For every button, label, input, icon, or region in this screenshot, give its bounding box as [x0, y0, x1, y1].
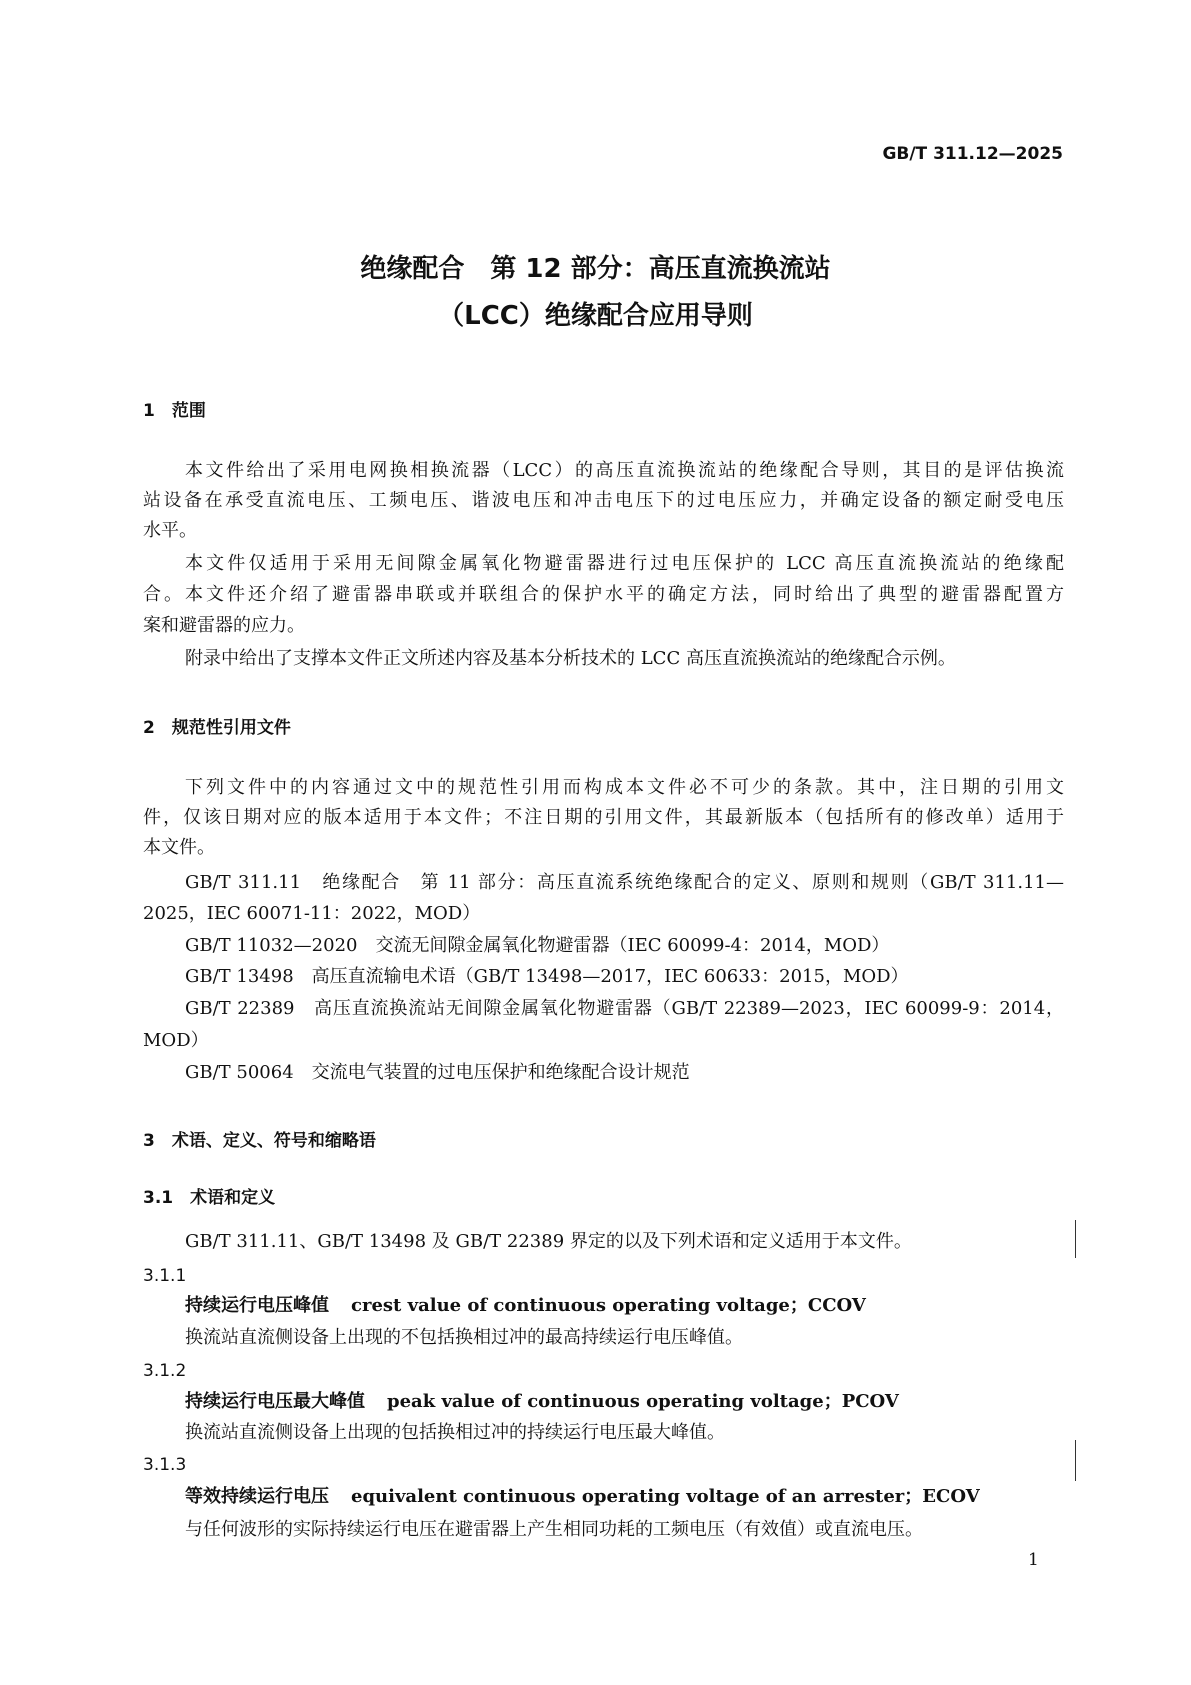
paragraph-line: 案和避雷器的应力。: [143, 615, 305, 636]
page-title-line2: （LCC）绝缘配合应用导则: [438, 301, 753, 331]
term-definition: 换流站直流侧设备上出现的不包括换相过冲的最高持续运行电压峰值。: [185, 1327, 743, 1348]
reference-item: MOD）: [143, 1030, 209, 1051]
section-1-heading: 1 范围: [143, 401, 206, 421]
term-title: [185, 1486, 980, 1508]
reference-item: GB/T 11032—2020 交流无间隙金属氧化物避雷器（IEC 60099-4：2014，MOD）: [185, 935, 890, 956]
term-zh: 等效持续运行电压: [185, 1486, 329, 1507]
document-number: GB/T 311.12—2025: [882, 144, 1063, 164]
term-en: equivalent continuous operating voltage of an arrester；ECOV: [351, 1486, 980, 1507]
term-en: peak value of continuous operating voltage；PCOV: [387, 1391, 899, 1412]
paragraph-line: 件，仅该日期对应的版本适用于本文件；不注日期的引用文件，其最新版本（包括所有的修改单）适用于: [143, 807, 1064, 828]
reference-item: GB/T 311.11 绝缘配合 第 11 部分：高压直流系统绝缘配合的定义、原则和规则（GB/T 311.11—: [185, 872, 1064, 893]
term-title: [185, 1295, 866, 1317]
term-zh: 持续运行电压最大峰值: [185, 1391, 365, 1412]
term-number: 3.1.1: [143, 1266, 187, 1286]
page-number: 1: [1028, 1550, 1039, 1570]
term-en: crest value of continuous operating voltage；CCOV: [351, 1295, 866, 1316]
term-definition: 与任何波形的实际持续运行电压在避雷器上产生相同功耗的工频电压（有效值）或直流电压。: [185, 1519, 923, 1540]
section-3-1-heading: 3.1 术语和定义: [143, 1188, 276, 1208]
term-title: [185, 1391, 899, 1413]
paragraph-line: 合。本文件还介绍了避雷器串联或并联组合的保护水平的确定方法，同时给出了典型的避雷器配置方: [143, 584, 1064, 605]
term-number: 3.1.2: [143, 1361, 187, 1381]
paragraph-line: 本文件给出了采用电网换相换流器（LCC）的高压直流换流站的绝缘配合导则，其目的是评估换流: [185, 460, 1064, 481]
reference-item: GB/T 13498 高压直流输电术语（GB/T 13498—2017，IEC 60633：2015，MOD）: [185, 966, 909, 987]
paragraph-line: 附录中给出了支撑本文件正文所述内容及基本分析技术的 LCC 高压直流换流站的绝缘配合示例。: [185, 648, 956, 669]
change-bar: [1075, 1220, 1076, 1258]
reference-item: GB/T 22389 高压直流换流站无间隙金属氧化物避雷器（GB/T 22389—2023，IEC 60099-9：2014，: [185, 998, 1064, 1019]
reference-item: GB/T 50064 交流电气装置的过电压保护和绝缘配合设计规范: [185, 1062, 690, 1083]
paragraph-line: 水平。: [143, 520, 197, 541]
term-definition: 换流站直流侧设备上出现的包括换相过冲的持续运行电压最大峰值。: [185, 1422, 725, 1443]
term-number: 3.1.3: [143, 1455, 187, 1475]
paragraph-line: 本文件仅适用于采用无间隙金属氧化物避雷器进行过电压保护的 LCC 高压直流换流站的绝缘配: [185, 553, 1064, 574]
paragraph-line: 本文件。: [143, 837, 215, 858]
page-title-line1: 绝缘配合 第 12 部分：高压直流换流站: [360, 254, 831, 284]
reference-item: 2025，IEC 60071-11：2022，MOD）: [143, 903, 481, 924]
section-2-heading: 2 规范性引用文件: [143, 718, 291, 738]
paragraph-line: 站设备在承受直流电压、工频电压、谐波电压和冲击电压下的过电压应力，并确定设备的额定耐受电压: [143, 490, 1064, 511]
paragraph-line: GB/T 311.11、GB/T 13498 及 GB/T 22389 界定的以及下列术语和定义适用于本文件。: [185, 1231, 912, 1252]
term-zh: 持续运行电压峰值: [185, 1295, 329, 1316]
paragraph-line: 下列文件中的内容通过文中的规范性引用而构成本文件必不可少的条款。其中，注日期的引用文: [185, 777, 1064, 798]
section-3-heading: 3 术语、定义、符号和缩略语: [143, 1131, 376, 1151]
change-bar: [1075, 1440, 1076, 1481]
